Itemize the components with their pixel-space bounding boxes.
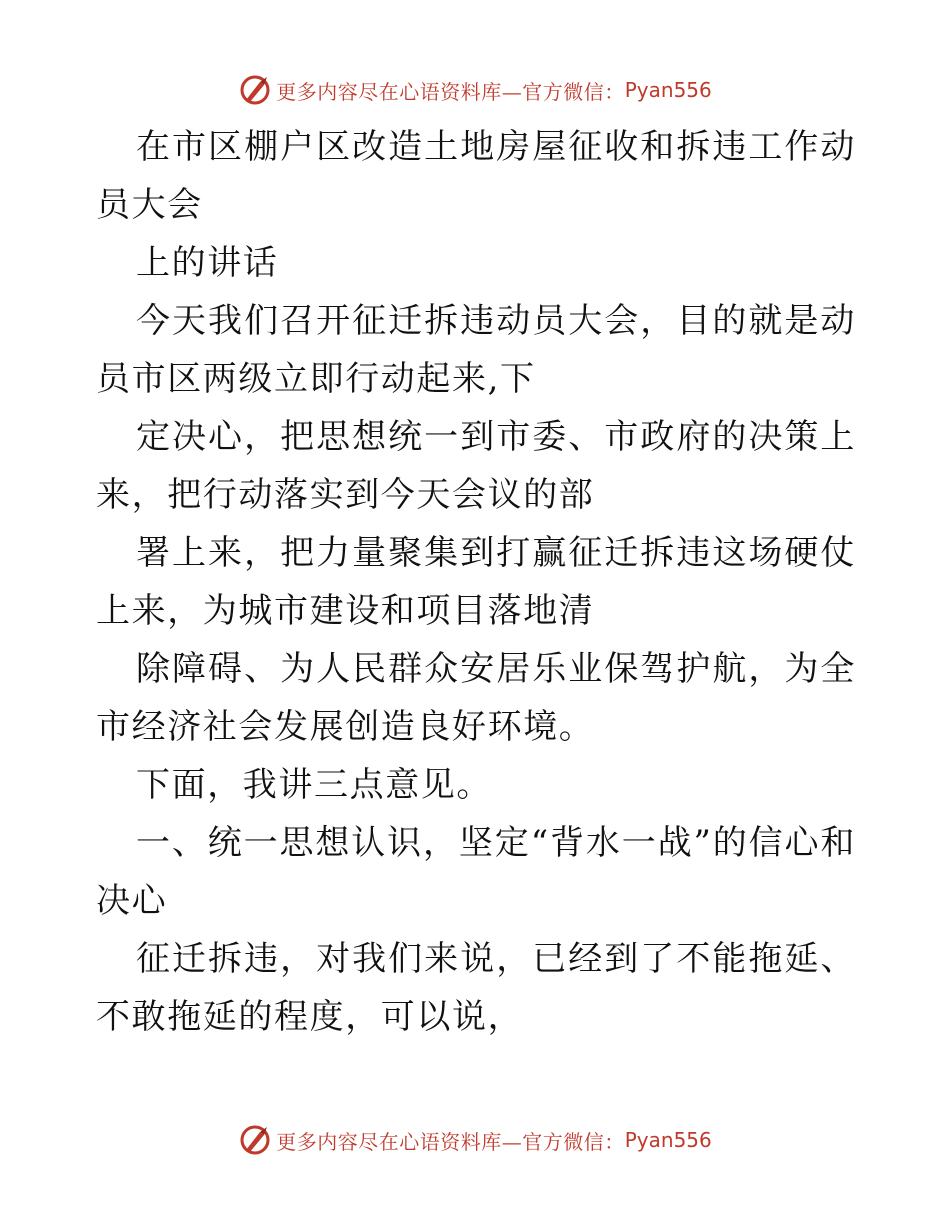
body-paragraph: 今天我们召开征迁拆违动员大会，目的就是动员市区两级立即行动起来,下: [96, 301, 856, 399]
body-paragraph: 征迁拆违，对我们来说，已经到了不能拖延、不敢拖延的程度，可以说，: [96, 939, 856, 1037]
banner-text: 更多内容尽在心语资料库—官方微信：: [276, 1129, 625, 1154]
banner-text: 更多内容尽在心语资料库—官方微信：: [276, 79, 625, 104]
quill-pen-circle-icon: [238, 73, 272, 107]
body-paragraph: 下面，我讲三点意见。: [136, 765, 492, 805]
quill-pen-circle-icon: [238, 1123, 272, 1157]
section-heading: 一、统一思想认识，坚定“背水一战”的信心和决心: [96, 823, 856, 921]
banner-wechat-id: Pyan556: [624, 1128, 712, 1152]
footer-watermark-banner: [0, 1120, 950, 1160]
document-body: [96, 118, 856, 1046]
banner-wechat-id: Pyan556: [624, 78, 712, 102]
document-title-line-2: 上的讲话: [136, 243, 279, 283]
body-paragraph: 定决心，把思想统一到市委、市政府的决策上来，把行动落实到今天会议的部: [96, 417, 856, 515]
body-paragraph: 除障碍、为人民群众安居乐业保驾护航，为全市经济社会发展创造良好环境。: [96, 649, 856, 747]
body-paragraph: 署上来，把力量聚集到打赢征迁拆违这场硬仗上来，为城市建设和项目落地清: [96, 533, 856, 631]
header-watermark-banner: [0, 70, 950, 110]
document-title-line-1: 在市区棚户区改造土地房屋征收和拆违工作动员大会: [96, 127, 856, 225]
